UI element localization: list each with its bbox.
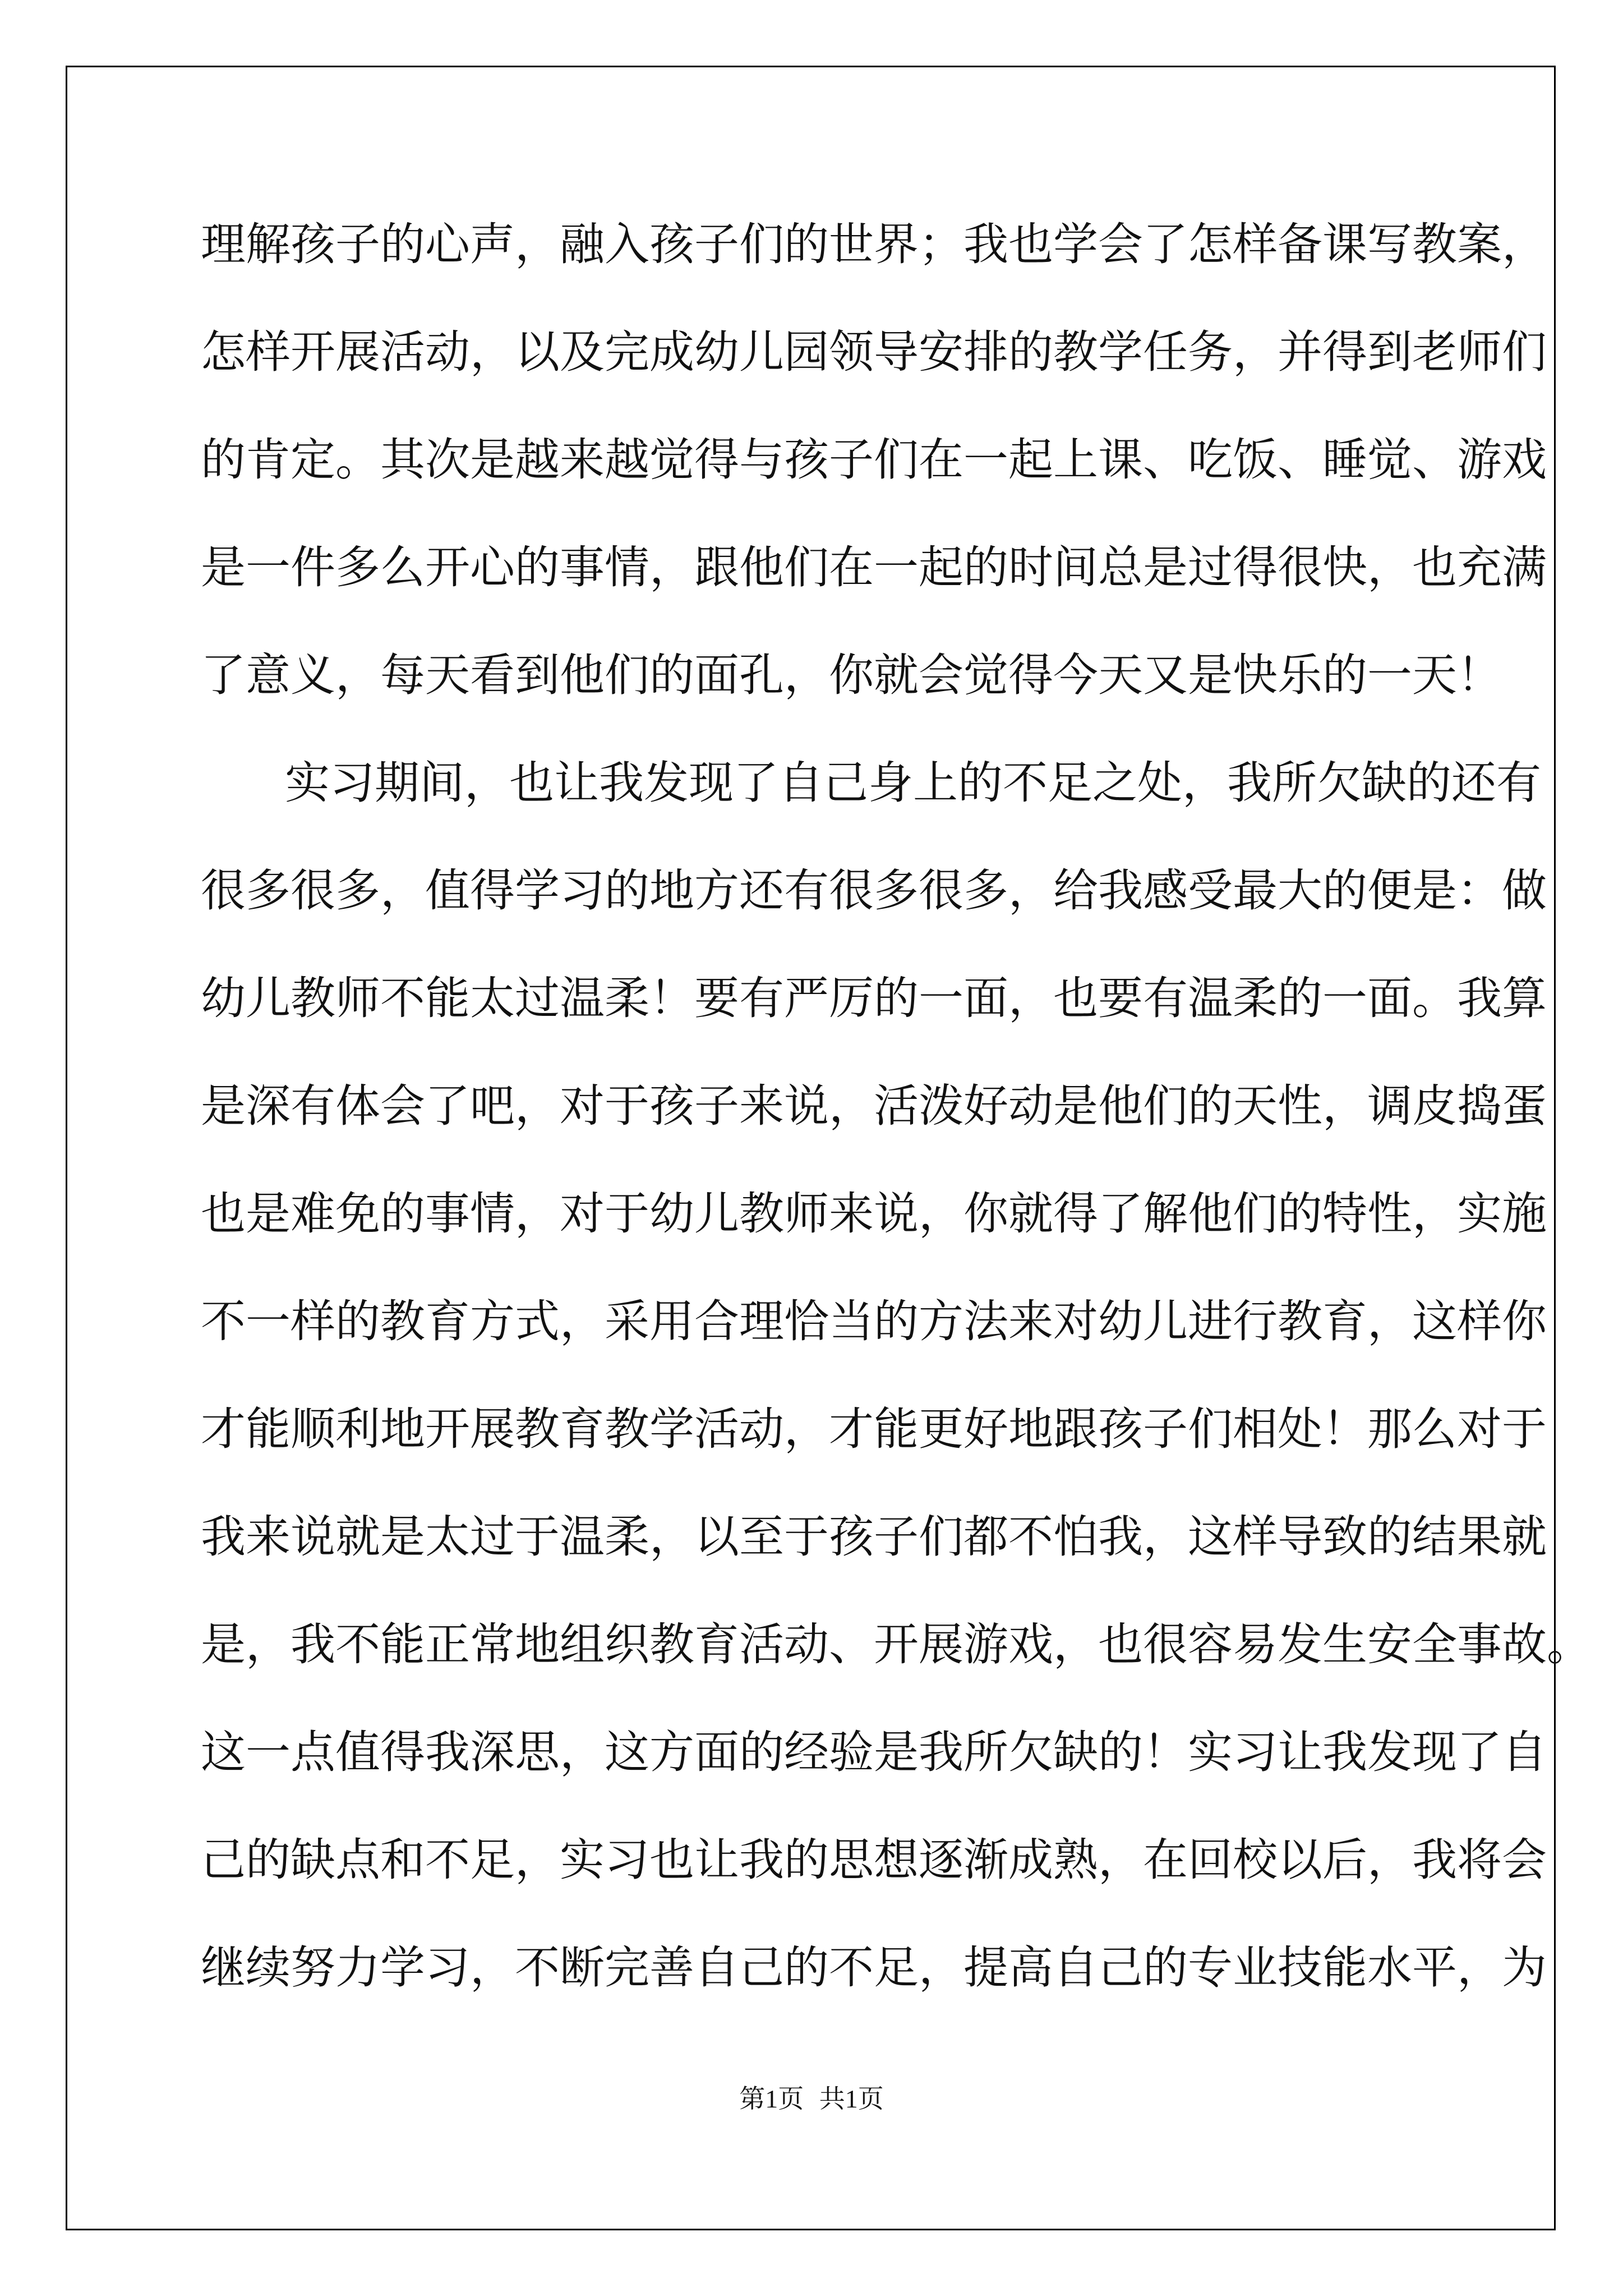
document-body — [201, 191, 1592, 2022]
text-line: 才能顺利地开展教育教学活动，才能更好地跟孩子们相处！那么对于 — [201, 1403, 1547, 1455]
text-line: 也是难免的事情，对于幼儿教师来说，你就得了解他们的特性，实施 — [201, 1188, 1547, 1240]
text-line: 我来说就是太过于温柔，以至于孩子们都不怕我，这样导致的结果就 — [201, 1511, 1547, 1563]
page-number-total: 共1页 — [819, 2085, 884, 2113]
text-line: 了意义，每天看到他们的面孔，你就会觉得今天又是快乐的一天！ — [201, 649, 1502, 701]
page-number-current: 第1页 — [739, 2085, 804, 2113]
text-line: 很多很多，值得学习的地方还有很多很多，给我感受最大的便是：做 — [201, 864, 1547, 917]
text-line: 是，我不能正常地组织教育活动、开展游戏，也很容易发生安全事故。 — [201, 1618, 1592, 1671]
text-line: 己的缺点和不足，实习也让我的思想逐渐成熟，在回校以后，我将会 — [201, 1834, 1547, 1886]
text-line: 这一点值得我深思，这方面的经验是我所欠缺的！实习让我发现了自 — [201, 1726, 1547, 1778]
text-line: 继续努力学习，不断完善自己的不足，提高自己的专业技能水平，为 — [201, 1941, 1547, 1994]
text-line: 幼儿教师不能太过温柔！要有严厉的一面，也要有温柔的一面。我算 — [201, 972, 1547, 1024]
text-line: 是深有体会了吧，对于孩子来说，活泼好动是他们的天性，调皮捣蛋 — [201, 1080, 1547, 1132]
text-line: 怎样开展活动，以及完成幼儿园领导安排的教学任务，并得到老师们 — [201, 326, 1547, 378]
text-line: 理解孩子的心声，融入孩子们的世界；我也学会了怎样备课写教案， — [201, 218, 1547, 270]
text-line: 是一件多么开心的事情，跟他们在一起的时间总是过得很快，也充满 — [201, 541, 1547, 593]
paragraph-first-line: 实习期间，也让我发现了自己身上的不足之处，我所欠缺的还有 — [285, 757, 1541, 809]
page-footer — [0, 2078, 1623, 2115]
text-line: 不一样的教育方式，采用合理恰当的方法来对幼儿进行教育，这样你 — [201, 1295, 1547, 1347]
text-line: 的肯定。其次是越来越觉得与孩子们在一起上课、吃饭、睡觉、游戏 — [201, 434, 1547, 486]
